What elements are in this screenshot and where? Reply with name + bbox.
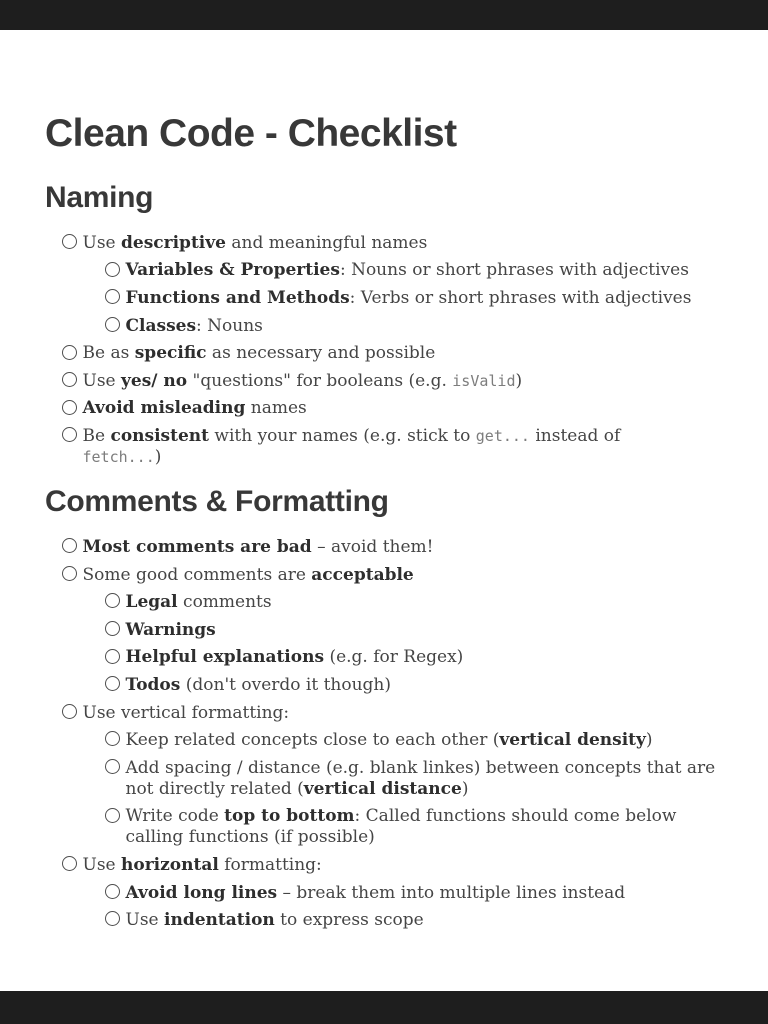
checklist-item-text: Keep related concepts close to each other (vertical density) [125,730,653,751]
checkbox-circle-icon [62,427,77,442]
checkbox-circle-icon [62,234,77,249]
checklist-item-text: Some good comments are acceptable [82,564,414,585]
sections-container [45,180,723,931]
checklist-item [62,855,723,876]
checklist-item-text: Helpful explanations (e.g. for Regex) [125,647,464,668]
checklist-item-text: Variables & Properties: Nouns or short phrases with adjectives [125,260,689,281]
checkbox-circle-icon [105,676,120,691]
checklist-item [105,730,723,751]
checklist-item-text: Be consistent with your names (e.g. stick to get... instead of fetch...) [82,426,621,467]
checklist-item-text: Most comments are bad – avoid them! [82,537,434,557]
section-heading: Comments & Formatting [45,485,389,518]
checklist-item [105,260,723,281]
checkbox-circle-icon [62,538,77,553]
checklist-item [105,620,723,641]
checklist-item-text: Classes: Nouns [125,315,263,336]
checkbox-circle-icon [62,856,77,871]
checklist-item-text: Use yes/ no "questions" for booleans (e.g. isValid) [82,370,523,391]
checklist-item-text: Avoid misleading names [82,398,307,419]
checklist-item [62,398,723,419]
checklist [45,233,723,468]
checklist-item-text: Warnings [125,619,216,640]
checklist [45,537,723,931]
checklist-section [45,180,723,468]
checklist-item [105,910,723,931]
checkbox-circle-icon [105,262,120,277]
checklist-item [62,371,723,392]
checklist-item-text: Use descriptive and meaningful names [82,232,428,253]
checklist-item [62,343,723,364]
document-page [0,30,768,991]
checklist-item [105,758,723,800]
checklist-item [62,233,723,254]
checklist-item [105,806,723,848]
checkbox-circle-icon [105,317,120,332]
checkbox-circle-icon [62,400,77,415]
checklist-item-text: Use indentation to express scope [125,910,424,931]
checkbox-circle-icon [105,593,120,608]
checkbox-circle-icon [62,704,77,719]
checklist-item-text: Use vertical formatting: [82,702,290,723]
checklist-item-text: Avoid long lines – break them into multiple lines instead [125,882,626,903]
viewer-bottom-bar [0,991,768,1024]
checklist-section [45,484,723,931]
page-title: Clean Code - Checklist [45,112,457,155]
checkbox-circle-icon [105,759,120,774]
checklist-item-text: Todos (don't overdo it though) [125,674,392,695]
checklist-item [62,703,723,724]
checklist-item-text: Legal comments [125,592,272,613]
checklist-item [62,426,723,468]
checklist-item-text: Add spacing / distance (e.g. blank linkes) between concepts that are not directly related (vertical distance) [125,757,716,799]
checklist-item [105,883,723,904]
checklist-item [105,316,723,337]
checkbox-circle-icon [105,911,120,926]
document-content [0,30,768,931]
checklist-item-text: Functions and Methods: Verbs or short phrases with adjectives [125,288,692,309]
checklist-item-text: Be as specific as necessary and possible [82,343,436,364]
checklist-item-text: Use horizontal formatting: [82,854,322,875]
checkbox-circle-icon [105,649,120,664]
checkbox-circle-icon [105,621,120,636]
checkbox-circle-icon [105,731,120,746]
checklist-item-text: Write code top to bottom: Called functions should come below calling functions (if possible) [125,806,677,848]
section-heading: Naming [45,180,154,214]
checklist-item [105,592,723,613]
checkbox-circle-icon [105,884,120,899]
checkbox-circle-icon [105,289,120,304]
checklist-item [105,288,723,309]
checklist-item [105,647,723,668]
checklist-item [62,565,723,586]
viewer-top-bar [0,0,768,30]
checkbox-circle-icon [62,566,77,581]
checkbox-circle-icon [105,808,120,823]
checklist-item [62,537,723,558]
checklist-item [105,675,723,696]
checkbox-circle-icon [62,372,77,387]
checkbox-circle-icon [62,345,77,360]
